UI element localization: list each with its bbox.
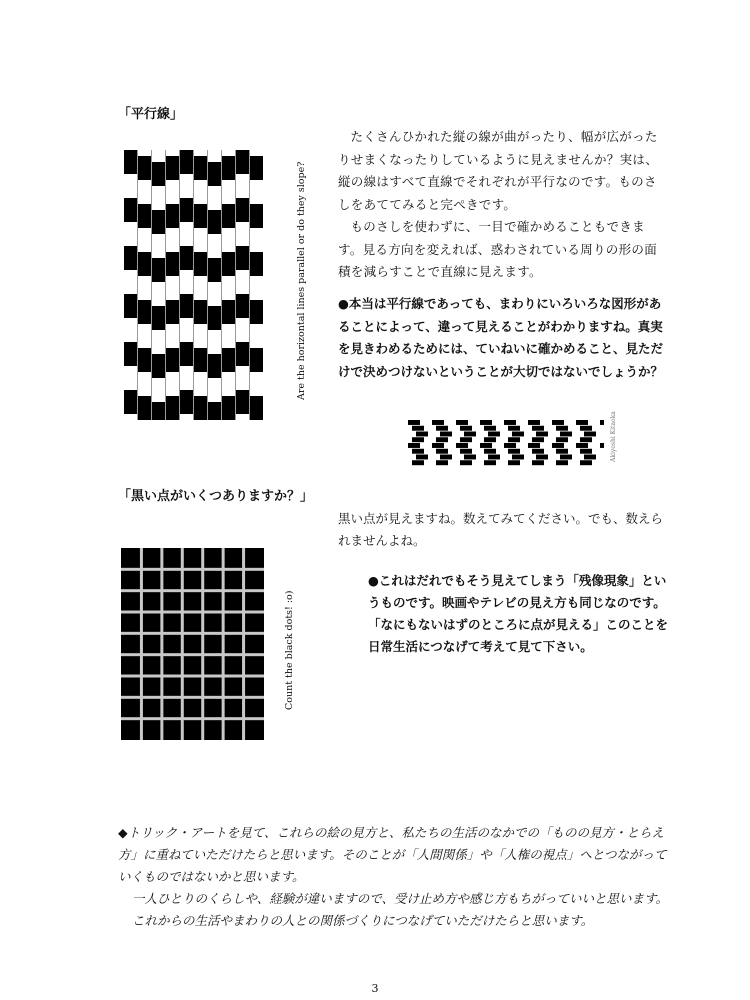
illusion-tile [138, 204, 151, 228]
dots-note-paragraph-2: 「なにもないはずのところに点が見える」このことを日常生活につなげて考えて見て下さい。 [368, 617, 669, 654]
illusion-tile [121, 675, 264, 678]
illusion-tile [124, 390, 137, 414]
illusion-tile [222, 548, 225, 740]
illusion-tile [508, 460, 520, 465]
dots-note-paragraph-1: ●これはだれでもそう見えてしまう「残像現象」というものです。映画やテレビの見え方も同じなのです。 [368, 573, 667, 610]
illusion-tile [201, 548, 204, 740]
illusion-tile [235, 150, 236, 420]
illusion-tile [152, 258, 165, 282]
illusion-tile [222, 252, 235, 276]
illusion-tile [179, 150, 180, 420]
illusion-tile [236, 246, 249, 270]
illusion-tile [480, 420, 492, 425]
illusion-tile [152, 306, 165, 330]
illusion-tile [236, 342, 249, 366]
illusion-tile [121, 632, 264, 635]
illusion-tile [440, 432, 452, 437]
illusion-tile [138, 348, 151, 372]
illusion-tile [484, 426, 496, 431]
illusion-tile [576, 420, 588, 425]
illusion-tile [416, 455, 428, 460]
illusion-tile [166, 300, 179, 324]
illusion-tile [464, 432, 476, 437]
illusion-tile [249, 150, 250, 420]
illusion-tile [124, 246, 137, 270]
illusion-tile [508, 449, 520, 454]
illusion-tile [121, 589, 264, 592]
illusion-tile [152, 162, 165, 186]
illusion-tile [484, 460, 496, 465]
illusion-tile [180, 150, 193, 174]
illusion-tile [512, 455, 524, 460]
illusion-tile [166, 156, 179, 180]
illusion-tile [166, 348, 179, 372]
section-title-dots: 「黒い点がいくつありますか？」 [118, 489, 314, 504]
closing-paragraph-2: 一人ひとりのくらしや、経験が違いますので、受け止め方や感じ方もちがっていいと思います。これからの生活やまわりの人との関係づくりにつなげていただけたらと思います。 [132, 891, 669, 928]
illusion-tile [180, 342, 193, 366]
parallel-illusion-caption: Are the horizontal lines parallel or do they slope? [296, 161, 307, 400]
illusion-tile [222, 396, 235, 420]
illusion-tile [436, 449, 448, 454]
illusion-tile [151, 150, 152, 420]
illusion-tile [138, 156, 151, 180]
illusion-tile [250, 300, 263, 324]
illusion-tile [194, 156, 207, 180]
illusion-tile [580, 460, 592, 465]
illusion-tile [432, 443, 444, 448]
illusion-tile [208, 354, 221, 378]
illusion-tile [488, 432, 500, 437]
dots-illusion-caption: Count the black dots! :o) [284, 590, 295, 710]
illusion-tile [436, 460, 448, 465]
page-number: 3 [371, 982, 379, 995]
illusion-tile [138, 252, 151, 276]
illusion-tile [464, 455, 476, 460]
illusion-tile [207, 150, 208, 420]
parallel-body-text [338, 126, 668, 284]
illusion-tile [152, 210, 165, 234]
illusion-tile [124, 342, 137, 366]
illusion-tile [152, 402, 165, 420]
illusion-tile [552, 443, 564, 448]
illusion-tile [600, 420, 604, 425]
illusion-tile [250, 156, 263, 180]
illusion-tile [194, 300, 207, 324]
illusion-tile [208, 306, 221, 330]
illusion-tile [508, 437, 520, 442]
illusion-tile [242, 548, 245, 740]
illusion-tile [580, 449, 592, 454]
illusion-tile [456, 420, 468, 425]
closing-paragraph-1: ◆トリック・アートを見て、これらの絵の見方と、私たちの生活のなかでの「ものの見方・とらえ方」に重ねていただけたらと思います。そのことが「人間関係」や「人権の視点」へとつながっていくものではないかと思います。 [118, 825, 667, 884]
illusion-tile [124, 198, 137, 222]
illusion-tile [166, 204, 179, 228]
illusion-tile [460, 437, 472, 442]
illusion-tile [121, 717, 264, 720]
illusion-tile [222, 300, 235, 324]
illusion-tile [137, 150, 138, 420]
illusion-tile [584, 432, 596, 437]
illusion-tile [121, 568, 264, 571]
illusion-tile [124, 150, 137, 174]
illusion-tile [180, 390, 193, 414]
parallel-body-paragraph-2: ものさしを使わずに、一目で確かめることもできます。見る方向を変えれば、惑わされている周りの形の面積を減らすことで直線に見えます。 [338, 219, 658, 279]
illusion-tile [556, 460, 568, 465]
illusion-tile [412, 460, 424, 465]
illusion-tile [436, 426, 448, 431]
illusion-tile [532, 460, 544, 465]
illusion-tile [121, 653, 264, 656]
illusion-tile [532, 449, 544, 454]
small-illusion-caption: Akiyoshi Kitaoka [610, 411, 617, 462]
illusion-tile [528, 443, 540, 448]
illusion-tile [193, 150, 194, 420]
illusion-tile [580, 437, 592, 442]
illusion-tile [416, 432, 428, 437]
illusion-tile [436, 437, 448, 442]
illusion-tile [556, 449, 568, 454]
illusion-tile [194, 252, 207, 276]
illusion-tile [584, 455, 596, 460]
illusion-tile [460, 449, 472, 454]
illusion-tile [222, 204, 235, 228]
illusion-tile [528, 420, 540, 425]
illusion-tile [152, 354, 165, 378]
illusion-tile [208, 402, 221, 420]
illusion-tile [504, 420, 516, 425]
illusion-tile [180, 294, 193, 318]
illusion-tile [560, 432, 572, 437]
illusion-tile [536, 455, 548, 460]
illusion-tile [166, 396, 179, 420]
illusion-tile [208, 162, 221, 186]
illusion-tile [460, 426, 472, 431]
parallel-body-paragraph-1: たくさんひかれた縦の線が曲がったり、幅が広がったりせまくなったりしているように見えませんか？実は、縦の線はすべて直線でそれぞれが平行なのです。ものさしをあててみると完ぺきです。 [338, 129, 659, 212]
illusion-tile [412, 426, 424, 431]
illusion-tile [208, 210, 221, 234]
illusion-tile [532, 426, 544, 431]
illusion-tile [560, 455, 572, 460]
illusion-tile [552, 420, 564, 425]
illusion-tile [180, 198, 193, 222]
illusion-tile [440, 455, 452, 460]
illusion-tile [508, 426, 520, 431]
illusion-tile [412, 437, 424, 442]
illusion-tile [600, 443, 604, 448]
illusion-tile [484, 437, 496, 442]
illusion-tile [236, 294, 249, 318]
illusion-tile [121, 696, 264, 699]
cafe-wall-illusion [124, 150, 264, 420]
illusion-tile [432, 420, 444, 425]
illusion-tile [504, 443, 516, 448]
closing-text [118, 822, 678, 932]
illusion-tile [460, 460, 472, 465]
dots-note [368, 570, 668, 658]
dots-body-text: 黒い点が見えますね。数えてみてください。でも、数えられませんよね。 [338, 511, 664, 548]
illusion-tile [165, 150, 166, 420]
small-cafe-wall-illusion [408, 420, 604, 466]
illusion-tile [236, 390, 249, 414]
illusion-tile [138, 300, 151, 324]
illusion-tile [181, 548, 184, 740]
hermann-grid-illusion [121, 548, 264, 740]
illusion-tile [222, 156, 235, 180]
illusion-tile [484, 449, 496, 454]
illusion-tile [160, 548, 163, 740]
section-title-parallel: 「平行線」 [118, 107, 184, 122]
illusion-tile [488, 455, 500, 460]
illusion-tile [512, 432, 524, 437]
illusion-tile [222, 348, 235, 372]
illusion-tile [480, 443, 492, 448]
illusion-tile [250, 252, 263, 276]
illusion-tile [556, 437, 568, 442]
illusion-tile [580, 426, 592, 431]
illusion-tile [576, 443, 588, 448]
illusion-tile [124, 294, 137, 318]
illusion-tile [194, 204, 207, 228]
illusion-tile [408, 443, 420, 448]
illusion-tile [250, 396, 263, 420]
illusion-tile [221, 150, 222, 420]
illusion-tile [236, 150, 249, 174]
illusion-tile [121, 611, 264, 614]
parallel-note: ●本当は平行線であっても、まわりにいろいろな図形があることによって、違って見えることがわかりますね。真実を見きわめるためには、ていねいに確かめること、見ただけで決めつけないということが大切ではないでしょうか？ [338, 296, 664, 379]
illusion-tile [532, 437, 544, 442]
illusion-tile [180, 246, 193, 270]
illusion-tile [140, 548, 143, 740]
illusion-tile [138, 396, 151, 420]
illusion-tile [236, 198, 249, 222]
illusion-tile [556, 426, 568, 431]
illusion-tile [536, 432, 548, 437]
illusion-tile [456, 443, 468, 448]
illusion-tile [250, 348, 263, 372]
illusion-tile [194, 348, 207, 372]
illusion-tile [194, 396, 207, 420]
illusion-tile [250, 204, 263, 228]
illusion-tile [408, 420, 420, 425]
illusion-tile [166, 252, 179, 276]
illusion-tile [412, 449, 424, 454]
illusion-tile [208, 258, 221, 282]
